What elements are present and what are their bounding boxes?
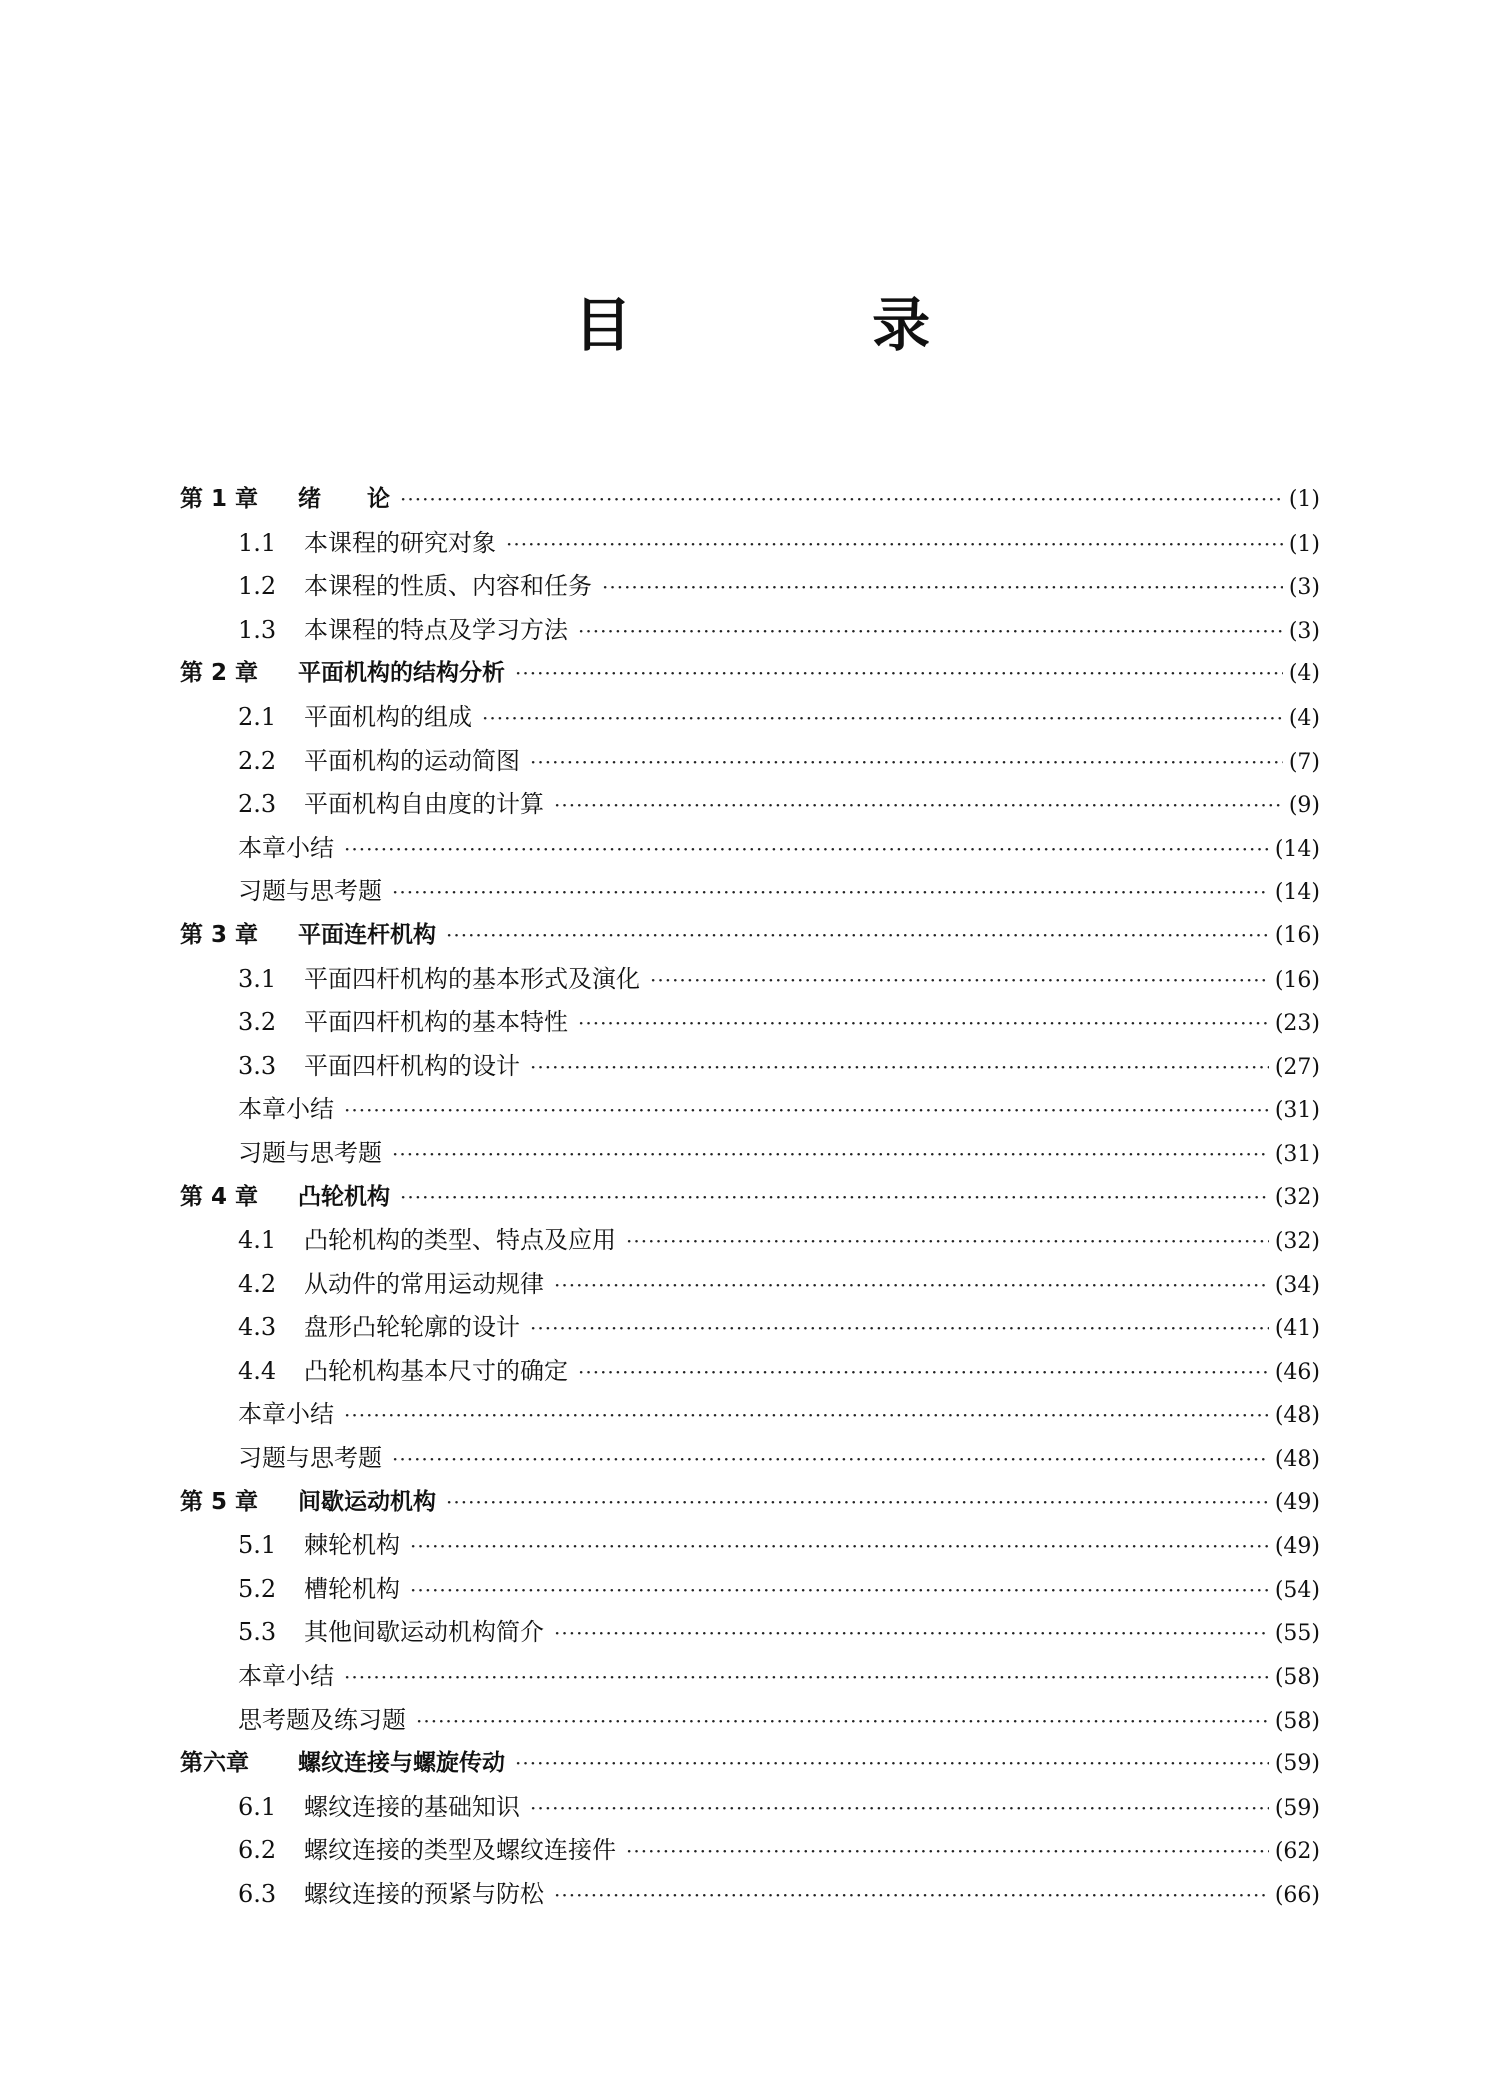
toc-entry-title: 思考题及练习题 <box>238 1705 406 1734</box>
toc-section-entry <box>180 1132 1320 1176</box>
toc-section-entry <box>180 609 1320 653</box>
toc-entry-page: (62) <box>1274 1839 1320 1865</box>
toc-entry-number: 3.3 <box>238 1051 277 1080</box>
toc-entry-page: (7) <box>1288 749 1320 775</box>
toc-leader-dots <box>530 1046 1269 1090</box>
toc-leader-dots <box>400 478 1283 522</box>
toc-entry-number: 4.1 <box>238 1226 277 1255</box>
toc-entry-page: (1) <box>1288 531 1320 557</box>
toc-entry-title: 凸轮机构 <box>298 1183 390 1210</box>
toc-entry-title: 平面机构的结构分析 <box>298 660 505 687</box>
toc-entry-page: (48) <box>1274 1447 1320 1473</box>
toc-entry-page: (31) <box>1274 1141 1320 1167</box>
toc-section-entry <box>180 1263 1320 1307</box>
toc-leader-dots <box>344 828 1269 872</box>
toc-section-entry <box>180 1045 1320 1089</box>
toc-leader-dots <box>554 1874 1269 1918</box>
toc-entry-title: 平面机构自由度的计算 <box>304 790 544 819</box>
toc-entry-page: (49) <box>1274 1534 1320 1560</box>
toc-entry-number: 6.3 <box>238 1880 277 1908</box>
toc-leader-dots <box>530 741 1283 785</box>
toc-section-entry <box>180 565 1320 609</box>
toc-chapter-entry <box>180 478 1320 522</box>
toc-entry-number: 3.1 <box>238 964 277 993</box>
toc-leader-dots <box>392 1133 1269 1177</box>
toc-section-entry <box>180 1219 1320 1263</box>
toc-entry-page: (31) <box>1274 1098 1320 1124</box>
toc-leader-dots <box>344 1394 1269 1438</box>
toc-section-entry <box>180 1001 1320 1045</box>
toc-leader-dots <box>482 697 1283 741</box>
toc-entry-title: 棘轮机构 <box>304 1531 400 1560</box>
toc-section-entry <box>180 1611 1320 1655</box>
toc-entry-page: (32) <box>1274 1229 1320 1255</box>
toc-entry-page: (14) <box>1274 880 1320 906</box>
toc-entry-title: 螺纹连接的基础知识 <box>304 1792 520 1821</box>
toc-section-entry <box>180 1568 1320 1612</box>
toc-leader-dots <box>410 1569 1269 1613</box>
toc-leader-dots <box>578 1002 1269 1046</box>
toc-entry-page: (27) <box>1274 1054 1320 1080</box>
toc-leader-dots <box>416 1700 1269 1744</box>
toc-entry-number: 第 5 章 <box>180 1488 259 1515</box>
toc-chapter-entry <box>180 914 1320 958</box>
toc-entry-title: 平面机构的组成 <box>304 702 472 731</box>
toc-leader-dots <box>554 1264 1269 1308</box>
toc-entry-number: 1.2 <box>238 572 277 601</box>
toc-section-entry <box>180 740 1320 784</box>
toc-entry-number: 5.3 <box>238 1618 277 1647</box>
toc-entry-page: (23) <box>1274 1011 1320 1037</box>
toc-entry-page: (48) <box>1274 1403 1320 1429</box>
toc-section-entry <box>180 1699 1320 1743</box>
toc-entry-page: (58) <box>1274 1665 1320 1691</box>
toc-chapter-entry <box>180 1481 1320 1525</box>
toc-entry-title: 习题与思考题 <box>238 1444 382 1473</box>
toc-entry-page: (66) <box>1274 1883 1320 1908</box>
toc-section-entry <box>180 696 1320 740</box>
toc-entry-title: 绪 论 <box>298 486 390 512</box>
toc-entry-title: 盘形凸轮轮廓的设计 <box>304 1313 520 1342</box>
toc-leader-dots <box>344 1656 1269 1700</box>
toc-entry-title: 平面连杆机构 <box>298 921 436 948</box>
toc-entry-title: 螺纹连接的预紧与防松 <box>304 1880 544 1908</box>
toc-leader-dots <box>578 610 1283 654</box>
toc-entry-page: (46) <box>1274 1359 1320 1385</box>
toc-entry-number: 第 3 章 <box>180 921 259 948</box>
toc-entry-title: 习题与思考题 <box>238 877 382 906</box>
toc-leader-dots <box>515 652 1283 696</box>
toc-entry-number: 第六章 <box>180 1750 249 1777</box>
toc-chapter-entry <box>180 652 1320 696</box>
toc-section-entry <box>180 1393 1320 1437</box>
toc-leader-dots <box>506 523 1283 567</box>
toc-entry-number: 5.1 <box>238 1531 277 1560</box>
toc-entry-title: 凸轮机构基本尺寸的确定 <box>304 1356 568 1385</box>
toc-leader-dots <box>530 1307 1269 1351</box>
toc-entry-title: 本章小结 <box>238 833 334 862</box>
toc-section-entry <box>180 1786 1320 1830</box>
toc-entry-page: (14) <box>1274 836 1320 862</box>
toc-entry-page: (3) <box>1288 618 1320 644</box>
toc-section-entry <box>180 1655 1320 1699</box>
toc-section-entry <box>180 870 1320 914</box>
toc-entry-title: 本章小结 <box>238 1400 334 1429</box>
toc-entry-number: 6.2 <box>238 1836 277 1865</box>
table-of-contents <box>180 478 1320 1917</box>
toc-entry-number: 6.1 <box>238 1792 277 1821</box>
toc-leader-dots <box>446 914 1269 958</box>
toc-leader-dots <box>400 1176 1269 1220</box>
toc-leader-dots <box>530 1787 1269 1831</box>
toc-entry-page: (16) <box>1274 922 1320 948</box>
toc-leader-dots <box>554 1612 1269 1656</box>
toc-entry-number: 2.2 <box>238 746 277 775</box>
toc-chapter-entry <box>180 1742 1320 1786</box>
toc-entry-title: 本课程的研究对象 <box>304 528 496 557</box>
toc-entry-page: (4) <box>1288 705 1320 731</box>
toc-leader-dots <box>392 1438 1269 1482</box>
toc-entry-title: 本课程的特点及学习方法 <box>304 615 568 644</box>
toc-leader-dots <box>650 959 1269 1003</box>
toc-entry-title: 螺纹连接与螺旋传动 <box>298 1750 505 1777</box>
toc-entry-title: 其他间歇运动机构简介 <box>304 1618 544 1647</box>
toc-entry-title: 平面四杆机构的基本形式及演化 <box>304 964 640 993</box>
toc-entry-number: 5.2 <box>238 1574 277 1603</box>
toc-entry-title: 习题与思考题 <box>238 1138 382 1167</box>
toc-entry-number: 3.2 <box>238 1008 277 1037</box>
toc-leader-dots <box>626 1830 1269 1874</box>
toc-leader-dots <box>344 1089 1269 1133</box>
toc-entry-number: 4.2 <box>238 1269 277 1298</box>
toc-leader-dots <box>446 1481 1269 1525</box>
toc-entry-title: 从动件的常用运动规律 <box>304 1269 544 1298</box>
toc-entry-page: (55) <box>1274 1621 1320 1647</box>
toc-entry-title: 平面机构的运动简图 <box>304 746 520 775</box>
toc-section-entry <box>180 783 1320 827</box>
toc-entry-title: 本章小结 <box>238 1095 334 1124</box>
toc-entry-number: 第 2 章 <box>180 660 259 687</box>
toc-entry-page: (54) <box>1274 1577 1320 1603</box>
toc-section-entry <box>180 1873 1320 1917</box>
toc-entry-number: 第 1 章 <box>180 486 259 512</box>
toc-chapter-entry <box>180 1176 1320 1220</box>
toc-section-entry <box>180 1350 1320 1394</box>
toc-section-entry <box>180 827 1320 871</box>
toc-leader-dots <box>392 871 1269 915</box>
toc-entry-page: (9) <box>1288 793 1320 819</box>
toc-leader-dots <box>626 1220 1269 1264</box>
toc-entry-page: (16) <box>1274 967 1320 993</box>
toc-entry-title: 平面四杆机构的设计 <box>304 1051 520 1080</box>
toc-entry-number: 1.1 <box>238 528 277 557</box>
toc-entry-page: (34) <box>1274 1272 1320 1298</box>
toc-entry-title: 槽轮机构 <box>304 1574 400 1603</box>
toc-entry-page: (1) <box>1288 487 1320 512</box>
toc-entry-number: 第 4 章 <box>180 1183 259 1210</box>
toc-section-entry <box>180 1088 1320 1132</box>
toc-entry-page: (3) <box>1288 575 1320 601</box>
toc-entry-page: (59) <box>1274 1751 1320 1777</box>
toc-entry-page: (4) <box>1288 661 1320 687</box>
toc-section-entry <box>180 522 1320 566</box>
toc-entry-page: (49) <box>1274 1489 1320 1515</box>
toc-entry-number: 4.4 <box>238 1356 277 1385</box>
toc-entry-page: (32) <box>1274 1184 1320 1210</box>
toc-leader-dots <box>554 784 1283 828</box>
toc-entry-page: (59) <box>1274 1795 1320 1821</box>
toc-section-entry <box>180 1306 1320 1350</box>
toc-section-entry <box>180 1437 1320 1481</box>
toc-entry-title: 间歇运动机构 <box>298 1488 436 1515</box>
toc-entry-title: 螺纹连接的类型及螺纹连接件 <box>304 1836 616 1865</box>
toc-leader-dots <box>410 1525 1269 1569</box>
toc-entry-title: 本章小结 <box>238 1662 334 1691</box>
toc-section-entry <box>180 1524 1320 1568</box>
toc-entry-title: 本课程的性质、内容和任务 <box>304 572 592 601</box>
toc-leader-dots <box>602 566 1283 610</box>
toc-section-entry <box>180 1829 1320 1873</box>
toc-section-entry <box>180 958 1320 1002</box>
toc-entry-number: 2.1 <box>238 702 277 731</box>
toc-entry-page: (58) <box>1274 1708 1320 1734</box>
toc-leader-dots <box>515 1742 1269 1786</box>
toc-entry-number: 2.3 <box>238 790 277 819</box>
toc-entry-title: 平面四杆机构的基本特性 <box>304 1008 568 1037</box>
toc-entry-number: 4.3 <box>238 1313 277 1342</box>
toc-entry-number: 1.3 <box>238 615 277 644</box>
toc-leader-dots <box>578 1351 1269 1395</box>
toc-entry-title: 凸轮机构的类型、特点及应用 <box>304 1226 616 1255</box>
page-title: 目 录 <box>573 291 1041 359</box>
toc-entry-page: (41) <box>1274 1316 1320 1342</box>
